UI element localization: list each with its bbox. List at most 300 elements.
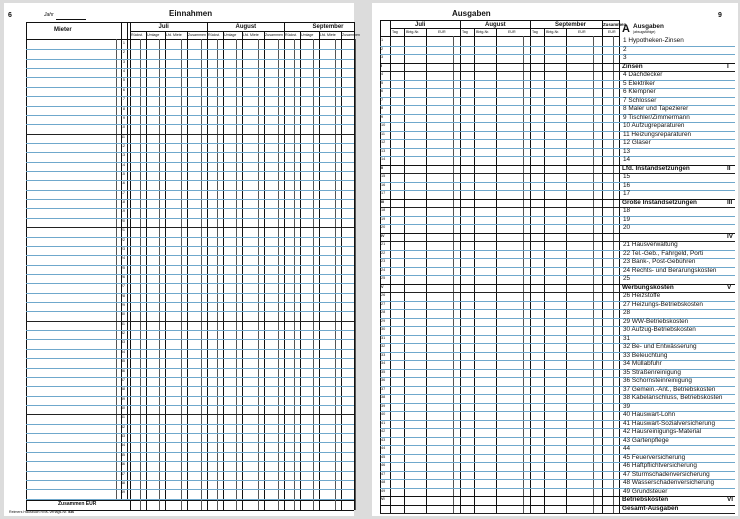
category-36: 31	[623, 334, 631, 342]
table-row-line	[26, 59, 354, 60]
subcol-header: Lfd. Miete	[166, 32, 182, 37]
left-page-einnahmen	[4, 3, 360, 516]
category-37: 32 Be- und Entwässerung	[623, 343, 697, 351]
imprint	[9, 511, 74, 515]
category-12: 11 Heizungsreparaturen	[623, 130, 692, 138]
imprint-text: Reimers Hausbuch RNK-Verlags-Nr.	[9, 510, 68, 514]
table-row-line	[26, 424, 354, 425]
subcol-divider	[264, 31, 265, 510]
category-43: 38 Kabelanschluss, Betriebskosten	[623, 394, 723, 402]
table-row-line	[380, 292, 735, 293]
month-header-august: August	[235, 24, 257, 30]
table-row-line	[26, 452, 354, 453]
table-row-line	[26, 134, 354, 135]
row-number: 45	[381, 454, 386, 459]
row-number: 47	[120, 471, 125, 476]
subcol-divider	[300, 31, 301, 510]
row-number: 1	[122, 41, 125, 45]
row-number: 3	[381, 55, 384, 60]
row-number: 31	[381, 335, 386, 340]
category-subtitle: (absugsfähige)	[633, 30, 656, 34]
row-number: 24	[381, 267, 386, 272]
category-18: 16	[623, 181, 631, 189]
row-number: III	[381, 199, 385, 204]
einnahmen-title: Einnahmen	[169, 9, 213, 18]
row-number: 13	[381, 148, 386, 153]
table-row-line	[26, 386, 354, 387]
table-row-line	[26, 499, 354, 500]
row-number: 48	[381, 480, 386, 485]
subcol-header: Lfd. Miete	[243, 32, 259, 37]
row-number: 25	[120, 265, 125, 270]
section-top-line	[380, 496, 735, 497]
number-divider	[127, 22, 128, 500]
table-row-line	[26, 311, 354, 312]
row-number: 44	[120, 443, 125, 448]
row-number: 32	[381, 344, 386, 349]
row-number: 45	[120, 452, 125, 457]
category-29: 25	[623, 275, 631, 283]
row-number: 12	[381, 140, 386, 145]
row-number: 2	[381, 46, 384, 51]
table-row-line	[380, 216, 735, 217]
table-row-line	[26, 152, 354, 153]
table-row-line	[26, 171, 354, 172]
table-row-line	[380, 403, 735, 404]
category-25: 21 Hausverwaltung	[623, 241, 678, 249]
row-number: 30	[120, 312, 125, 317]
table-row-line	[26, 265, 354, 266]
category-6: 5 Elektriker	[623, 79, 655, 87]
row-number: 13	[120, 153, 125, 158]
table-row-line	[26, 442, 354, 443]
table-row-line	[380, 148, 735, 149]
table-row-line	[26, 461, 354, 462]
mieter-header: Mieter	[54, 27, 72, 33]
table-row-line	[380, 182, 735, 183]
table-row-line	[26, 143, 354, 144]
category-46: 41 Hauswart-Sozialversicherung	[623, 419, 715, 427]
row-number: 23	[381, 259, 386, 264]
row-number: 4	[381, 72, 384, 77]
row-number: 49	[381, 488, 386, 493]
subcol-header: Rückst.	[208, 32, 220, 37]
category-17: 15	[623, 173, 631, 181]
category-8: 7 Schlosser	[623, 96, 657, 104]
row-number: 19	[381, 216, 386, 221]
table-row-line	[380, 71, 735, 72]
category-3: 3	[623, 54, 627, 62]
subcol-divider	[566, 28, 567, 513]
header-divider-2	[380, 36, 619, 37]
subcol-divider	[341, 31, 342, 510]
cent-divider	[355, 39, 356, 510]
table-row-line	[26, 106, 354, 107]
row-number: 8	[381, 106, 384, 111]
category-roman-I: I	[727, 62, 729, 70]
table-row-line	[26, 77, 354, 78]
category-49: 44	[623, 445, 631, 453]
table-row-line	[26, 321, 354, 322]
table-row-line	[26, 115, 354, 116]
row-number: 15	[381, 174, 386, 179]
left-page-number: 6	[8, 12, 12, 19]
category-5: 4 Dachdecker	[623, 71, 663, 79]
row-number: 20	[381, 225, 386, 230]
row-number: 30	[381, 327, 386, 332]
category-roman-II: II	[727, 164, 731, 172]
row-number: 9	[381, 114, 384, 119]
section-top-line	[380, 505, 735, 506]
table-row-line	[380, 488, 735, 489]
subcol-header: Umlage	[224, 32, 237, 37]
row-number: 31	[120, 321, 125, 326]
subcol-header: Bbtg-Nr.	[476, 30, 490, 34]
category-14: 13	[623, 147, 631, 155]
row-number: 18	[381, 208, 386, 213]
category-53: 48 Wasserschadenversicherung	[623, 479, 715, 487]
row-number: 27	[381, 301, 386, 306]
row-number: 14	[381, 157, 386, 162]
subcol-header: Rückst.	[131, 32, 143, 37]
row-number: 38	[120, 387, 125, 392]
row-number: 12	[120, 143, 125, 148]
row-number: II	[381, 165, 384, 170]
table-row-line	[380, 97, 735, 98]
subcol-header: Umlage	[301, 32, 314, 37]
table-top-border	[26, 22, 354, 23]
category-22: 19	[623, 215, 631, 223]
month-header-juli: Juli	[415, 22, 426, 28]
category-31: 26 Heizstoffe	[623, 292, 661, 300]
row-number: 10	[381, 123, 386, 128]
subcol-header: Zusammen	[265, 32, 283, 37]
category-4: Zinsen	[622, 62, 643, 70]
table-row-line	[26, 396, 354, 397]
category-34: 29 WW-Betriebskosten	[623, 317, 689, 325]
row-number: 37	[120, 377, 125, 382]
row-number: 36	[381, 378, 386, 383]
row-number: 6	[122, 87, 125, 92]
category-letter: A	[622, 23, 630, 35]
row-number: 39	[381, 403, 386, 408]
table-row-line	[26, 190, 354, 191]
subcol-header: Lfd. Miete	[320, 32, 336, 37]
row-number: 20	[120, 218, 125, 223]
row-number: 3	[122, 59, 125, 64]
jahr-label: Jahr	[44, 12, 54, 18]
row-number: 33	[120, 340, 125, 345]
row-number: 5	[381, 80, 384, 85]
row-number: 48	[120, 480, 125, 485]
row-number: 40	[120, 406, 125, 410]
subcol-header: EUR	[438, 30, 446, 34]
row-number: 46	[120, 462, 125, 467]
right-page-ausgaben	[372, 3, 738, 516]
table-row-line	[26, 414, 354, 415]
ausgaben-title: Ausgaben	[452, 9, 491, 18]
category-roman-IV: IV	[727, 232, 734, 240]
category-41: 36 Schornsteinreinigung	[623, 377, 692, 385]
category-38: 33 Beleuchtung	[623, 351, 668, 359]
table-row-line	[26, 377, 354, 378]
row-number: 7	[381, 97, 384, 102]
subcol-header: Tag	[532, 30, 538, 34]
table-row-line	[26, 227, 354, 228]
table-row-line	[26, 162, 354, 163]
row-number: 34	[120, 349, 125, 354]
zusammen-header: Zusammen	[603, 21, 627, 27]
row-number: 32	[120, 331, 125, 336]
subcol-header: Tag	[462, 30, 468, 34]
category-2: 2	[623, 45, 627, 53]
month-header-september: September	[312, 24, 344, 30]
row-number: 8	[122, 106, 125, 111]
section-top-line	[380, 63, 735, 64]
row-number: 22	[120, 237, 125, 242]
month-header-august: August	[485, 22, 506, 28]
row-number: 24	[120, 256, 125, 261]
category-47: 42 Hausreinigungs-Material	[623, 428, 702, 436]
table-row-line	[26, 349, 354, 350]
subcol-divider	[319, 31, 320, 510]
subcol-divider	[404, 28, 405, 513]
zusammen-eur-header: EUR	[608, 30, 616, 34]
table-row-line	[26, 199, 354, 200]
category-50: 45 Feuerversicherung	[623, 453, 686, 461]
table-row-line	[26, 68, 354, 69]
row-number: 41	[120, 415, 125, 420]
row-number: VI	[381, 497, 385, 502]
table-row-line	[26, 302, 354, 303]
row-number: 29	[381, 318, 386, 323]
row-number: 16	[381, 182, 386, 187]
einnahmen-table	[4, 3, 360, 516]
category-9: 8 Maler und Tapezierer	[623, 105, 689, 113]
subcol-header: EUR	[508, 30, 516, 34]
table-row-line	[380, 54, 735, 55]
row-number: 17	[381, 191, 386, 196]
table-row-line	[26, 208, 354, 209]
table-row-line	[380, 173, 735, 174]
category-7: 6 Klempner	[623, 88, 656, 96]
category-54: 49 Grundsteuer	[623, 487, 668, 495]
category-20: Große Instandsetzungen	[622, 198, 697, 206]
subcol-divider	[187, 31, 188, 510]
category-44: 39	[623, 402, 631, 410]
month-header-september: September	[555, 22, 587, 28]
table-row-line	[380, 156, 735, 157]
subcol-divider	[426, 28, 427, 513]
table-row-line	[380, 207, 735, 208]
category-39: 34 Müllabfuhr	[623, 360, 662, 368]
category-26: 22 Tel.-Geb., Fahrgeld, Porti	[623, 249, 704, 257]
section-top-line	[380, 233, 735, 234]
category-roman-III: III	[727, 198, 733, 206]
category-15: 14	[623, 156, 631, 164]
category-30: Werbungskosten	[622, 283, 674, 291]
table-bottom-border	[26, 510, 354, 511]
category-16: Lfd. Instandsetzungen	[622, 164, 690, 172]
row-number: 14	[120, 162, 125, 167]
row-number: IV	[381, 233, 385, 238]
table-row-line	[380, 275, 735, 276]
category-19: 17	[623, 190, 631, 198]
table-row-line	[380, 445, 735, 446]
row-number: 43	[120, 434, 125, 439]
zusammen-eur-label: Zusammen EUR	[58, 501, 97, 507]
row-number: 16	[120, 181, 125, 186]
table-row-line	[26, 480, 354, 481]
category-28: 24 Rechts- und Berarungskosten	[623, 266, 717, 274]
row-number: 17	[120, 190, 125, 195]
subcol-header: EUR	[578, 30, 586, 34]
category-51: 46 Haftpflichtversicherung	[623, 462, 697, 470]
row-number: 27	[120, 284, 125, 289]
table-row-line	[26, 339, 354, 340]
table-row-line	[380, 46, 735, 47]
row-number: 5	[122, 78, 125, 83]
row-number: 6	[381, 89, 384, 94]
category-52: 47 Sturmschadenversicherung	[623, 470, 710, 478]
category-40: 35 Straßenreinigung	[623, 368, 681, 376]
table-row-line	[26, 368, 354, 369]
row-number: 21	[381, 242, 386, 247]
table-row-line	[380, 513, 735, 514]
row-number: 39	[120, 396, 125, 401]
row-number: 36	[120, 368, 125, 373]
row-number: 2	[122, 50, 125, 55]
table-row-line	[26, 433, 354, 434]
subcol-header: Bbtg-Nr.	[406, 30, 420, 34]
row-number: 21	[120, 228, 125, 233]
row-number: 42	[381, 429, 386, 434]
category-42: 37 Gemein.-Ant., Betriebskosten	[623, 385, 716, 393]
category-10: 9 Tischler/Zimmermann	[623, 113, 690, 121]
subcol-divider	[544, 28, 545, 513]
category-23: 20	[623, 224, 631, 232]
row-number: I	[381, 63, 383, 68]
table-row-line	[380, 241, 735, 242]
subcol-header: Zusammen	[342, 32, 360, 37]
row-number: 28	[120, 293, 125, 298]
table-top-border	[380, 20, 619, 21]
row-number: 43	[381, 437, 386, 442]
row-number: 10	[120, 125, 125, 130]
category-33: 28	[623, 309, 631, 317]
table-row-line	[380, 80, 735, 81]
row-number: 9	[122, 115, 125, 120]
row-number: 26	[381, 293, 386, 298]
row-number: 25	[381, 276, 386, 281]
subcol-header: Rückst.	[285, 32, 297, 37]
subcol-divider	[496, 28, 497, 513]
row-number: 28	[381, 310, 386, 315]
row-number: 35	[381, 369, 386, 374]
header-divider-2	[26, 39, 354, 40]
row-number: 47	[381, 471, 386, 476]
table-row-line	[380, 437, 735, 438]
month-header-juli: Juli	[158, 24, 169, 30]
table-row-line	[26, 489, 354, 490]
category-35: 30 Aufzug-Betriebskosten	[623, 326, 696, 334]
category-45: 40 Hauswart-Lohn	[623, 411, 676, 419]
row-number: 41	[381, 420, 386, 425]
section-top-line	[380, 284, 735, 285]
row-number: 42	[120, 424, 125, 429]
subcol-header: Umlage	[147, 32, 160, 37]
table-row-line	[380, 309, 735, 310]
table-row-line	[380, 369, 735, 370]
table-row-line	[26, 330, 354, 331]
row-number: 44	[381, 446, 386, 451]
row-number: 4	[122, 69, 125, 74]
table-row-line	[380, 411, 735, 412]
right-page-number: 9	[718, 12, 722, 19]
table-row-line	[380, 88, 735, 89]
row-number: 11	[121, 134, 125, 139]
table-row-line	[26, 471, 354, 472]
category-27: 23 Bank-, Post-Gebühren	[623, 258, 696, 266]
category-21: 18	[623, 207, 631, 215]
table-row-line	[380, 190, 735, 191]
row-number: 33	[381, 352, 386, 357]
table-row-line	[26, 49, 354, 50]
row-number: 35	[120, 359, 125, 364]
table-row-line	[26, 124, 354, 125]
table-row-line	[26, 358, 354, 359]
table-row-line	[26, 255, 354, 256]
subcol-divider	[165, 31, 166, 510]
subcol-header: Bbtg-Nr.	[546, 30, 560, 34]
row-number: 15	[120, 172, 125, 177]
row-number: 40	[381, 412, 386, 417]
header-divider-1	[390, 28, 619, 29]
subcol-divider	[242, 31, 243, 510]
table-row-line	[26, 218, 354, 219]
table-row-line	[26, 283, 354, 284]
row-number: 1	[381, 38, 384, 43]
row-number: 38	[381, 395, 386, 400]
table-row-line	[380, 352, 735, 353]
subcol-divider	[474, 28, 475, 513]
table-row-line	[26, 246, 354, 247]
table-row-line	[26, 87, 354, 88]
table-row-line	[26, 96, 354, 97]
category-56: Gesamt-Ausgaben	[622, 504, 679, 512]
row-number: 19	[120, 209, 125, 214]
category-roman-V: V	[727, 283, 732, 291]
row-number: 22	[381, 250, 386, 255]
row-number: 23	[120, 246, 125, 251]
category-1: 1 Hypotheken-Zinsen	[623, 37, 684, 45]
table-row-line	[380, 360, 735, 361]
table-row-line	[26, 237, 354, 238]
row-number: 26	[120, 274, 125, 279]
row-number: 49	[120, 490, 125, 495]
table-row-line	[380, 335, 735, 336]
category-title: Ausgaben	[633, 23, 664, 30]
row-number: 29	[120, 303, 125, 308]
category-roman-VI: VI	[727, 496, 734, 504]
row-number: 7	[122, 97, 125, 102]
subcol-divider	[223, 31, 224, 510]
row-number: 46	[381, 463, 386, 468]
category-13: 12 Glaser	[623, 139, 651, 147]
row-number: 34	[381, 361, 386, 366]
table-row-line	[26, 274, 354, 275]
row-number: V	[381, 284, 384, 289]
